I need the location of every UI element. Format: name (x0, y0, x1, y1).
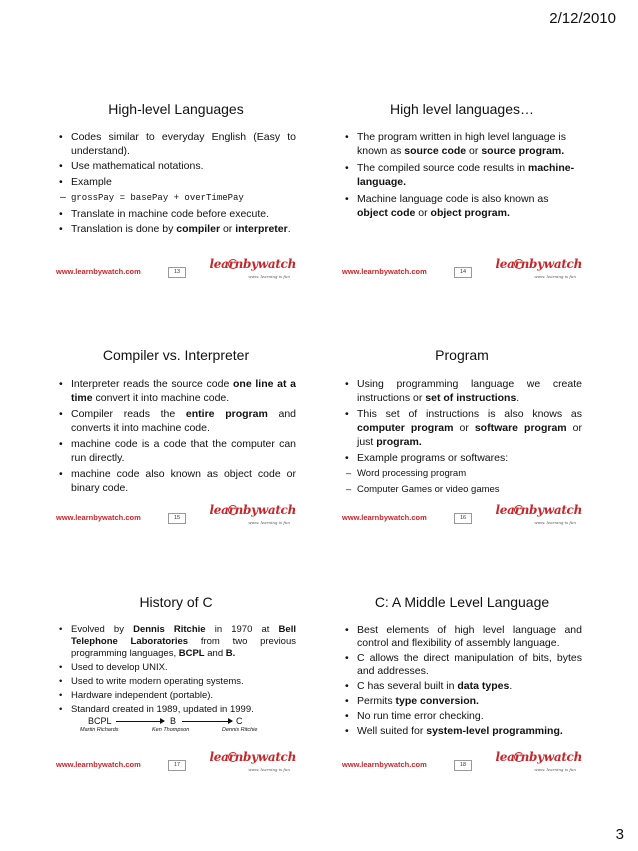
bullet-item: • Well suited for system-level programming. (342, 725, 582, 738)
slide-title: High level languages… (390, 101, 534, 117)
slide-number: 17 (168, 760, 186, 771)
footer-url: www.learnbywatch.com (342, 267, 427, 276)
diagram-node-c: C (236, 716, 243, 726)
bullet-item: • Hardware independent (portable). (56, 690, 296, 702)
slide-footer (342, 505, 582, 527)
footer-url: www.learnbywatch.com (342, 760, 427, 769)
sub-bullet-item: – Computer Games or video games (342, 483, 582, 497)
slide-footer (56, 505, 296, 527)
bullet-list (342, 377, 582, 499)
arrow-icon (182, 721, 232, 722)
learnbywatch-logo: learnbywatch www. learning is fun (209, 257, 296, 279)
slide-number: 14 (454, 267, 472, 278)
learnbywatch-logo: learnbywatch www. learning is fun (495, 503, 582, 525)
bullet-item: • Machine language code is also known as object code or object program. (342, 193, 582, 220)
sub-bullet-item: – Word processing program (342, 467, 582, 481)
bullet-item: • Permits type conversion. (342, 695, 582, 708)
learnbywatch-logo: learnbywatch www. learning is fun (495, 750, 582, 772)
bullet-item: • Translate in machine code before execute. (56, 208, 296, 222)
slide-compiler-vs-interpreter (56, 347, 296, 527)
bullet-item: • Translation is done by compiler or interpreter. (56, 223, 296, 237)
bullet-item: • Interpreter reads the source code one line at a time convert it into machine code. (56, 377, 296, 405)
bullet-item: • Codes similar to everyday English (Easy to understand). (56, 131, 296, 158)
learnbywatch-logo: learnbywatch www. learning is fun (495, 257, 582, 279)
bullet-list (56, 377, 296, 497)
slide-number: 15 (168, 513, 186, 524)
footer-url: www.learnbywatch.com (56, 760, 141, 769)
slide-number: 18 (454, 760, 472, 771)
slide-footer (56, 752, 296, 774)
bullet-item: • The compiled source code results in machine-language. (342, 162, 582, 189)
slide-title: High-level Languages (108, 101, 244, 117)
footer-url: www.learnbywatch.com (56, 513, 141, 522)
bullet-item: • C allows the direct manipulation of bits, bytes and addresses. (342, 652, 582, 678)
learnbywatch-logo: learnbywatch www. learning is fun (209, 750, 296, 772)
slide-high-level-languages (56, 101, 296, 281)
slide-number: 13 (168, 267, 186, 278)
diagram-node-bcpl: BCPL (88, 716, 112, 726)
bullet-item: • Compiler reads the entire program and converts it into machine code. (56, 407, 296, 435)
bullet-item: • Example (56, 176, 296, 190)
bullet-item: • Used to develop UNIX. (56, 662, 296, 674)
bullet-item: • Standard created in 1989, updated in 1999. (56, 704, 296, 716)
slide-footer (56, 259, 296, 281)
bullet-item: • Evolved by Dennis Ritchie in 1970 at Bell Telephone Laboratories from two previous programming languages, BCPL and B. (56, 624, 296, 660)
arrow-icon (116, 721, 164, 722)
c-lineage-diagram (76, 716, 286, 738)
bullet-item: • This set of instructions is also knows as computer program or software program or just program. (342, 407, 582, 449)
bullet-item: • machine code is a code that the computer can run directly. (56, 437, 296, 465)
slide-title: History of C (139, 594, 213, 610)
slide-title: Compiler vs. Interpreter (102, 347, 250, 363)
slide-footer (342, 259, 582, 281)
slide-title: Program (435, 347, 489, 363)
slide-c-middle-level-language (342, 594, 582, 774)
footer-url: www.learnbywatch.com (342, 513, 427, 522)
diagram-author: Martin Richards (80, 727, 119, 733)
bullet-item: • Example programs or softwares: (342, 451, 582, 465)
bullet-item: • No run time error checking. (342, 710, 582, 723)
bullet-list (56, 624, 296, 718)
page-date: 2/12/2010 (549, 10, 616, 27)
bullet-item: • Using programming language we create instructions or set of instructions. (342, 377, 582, 405)
learnbywatch-logo: learnbywatch www. learning is fun (209, 503, 296, 525)
bullet-item: • machine code also known as object code or binary code. (56, 467, 296, 495)
bullet-list (342, 624, 582, 740)
bullet-item: • C has several built in data types. (342, 680, 582, 693)
bullet-list (56, 131, 296, 239)
footer-url: www.learnbywatch.com (56, 267, 141, 276)
slide-history-of-c (56, 594, 296, 774)
diagram-author: Dennis Ritchie (222, 727, 258, 733)
page-number: 3 (615, 826, 624, 843)
diagram-author: Ken Thompson (152, 727, 190, 733)
bullet-item: • Use mathematical notations. (56, 160, 296, 174)
slide-number: 16 (454, 513, 472, 524)
bullet-item: • The program written in high level language is known as source code or source program. (342, 131, 582, 158)
slide-program (342, 347, 582, 527)
bullet-item: • Best elements of high level language and control and flexibility of assembly language. (342, 624, 582, 650)
bullet-list (342, 131, 582, 222)
slide-footer (342, 752, 582, 774)
sub-bullet-item: – grossPay = basePay + overTimePay (56, 191, 296, 206)
diagram-node-b: B (170, 716, 177, 726)
bullet-item: • Used to write modern operating systems. (56, 676, 296, 688)
slide-title: C: A Middle Level Language (374, 594, 550, 610)
slide-high-level-languages-cont (342, 101, 582, 281)
